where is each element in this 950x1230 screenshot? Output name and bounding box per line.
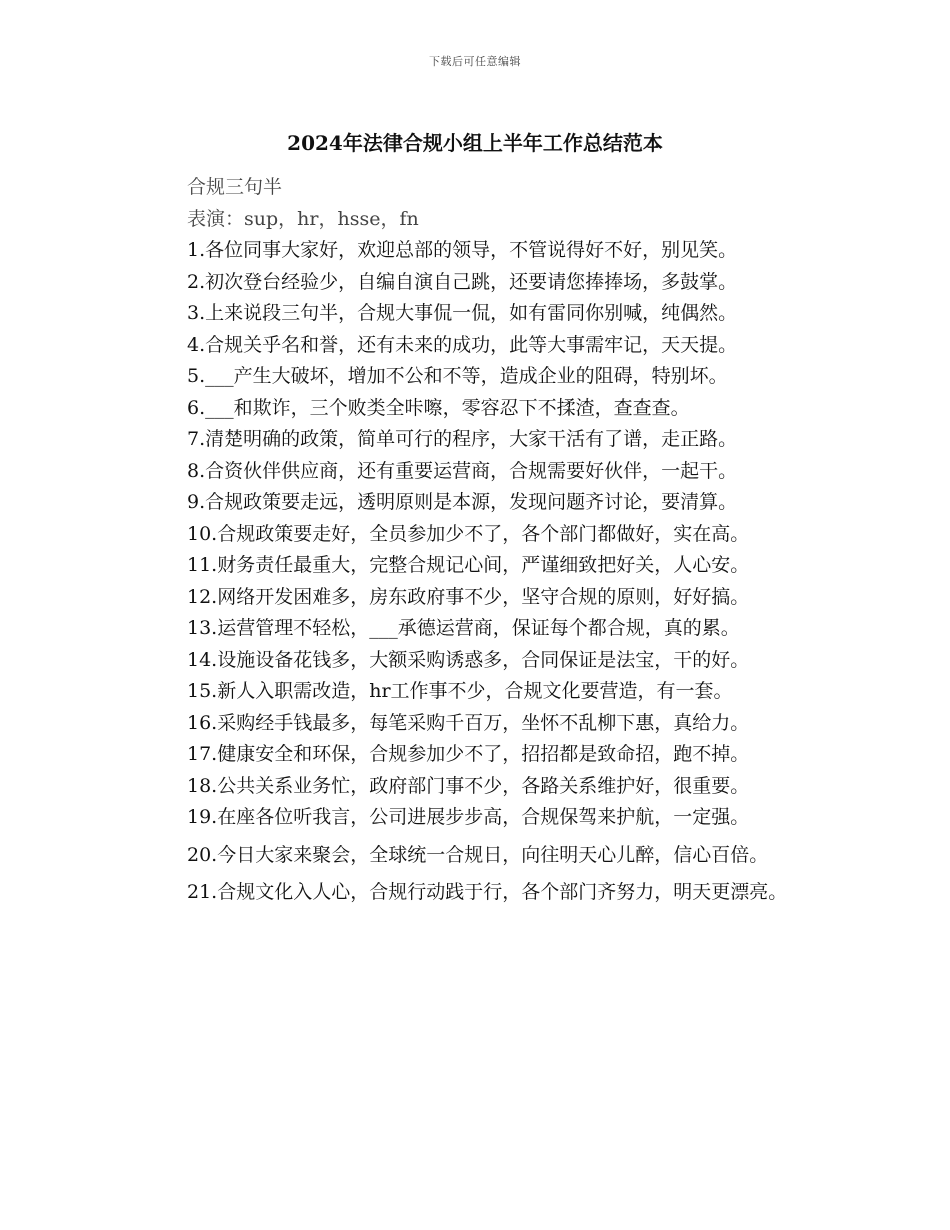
verse-line: 8.合资伙伴供应商，还有重要运营商，合规需要好伙伴，一起干。 — [187, 459, 738, 482]
verse-line: 10.合规政策要走好，全员参加少不了，各个部门都做好，实在高。 — [187, 522, 750, 545]
verse-line: 14.设施设备花钱多，大额采购诱惑多，合同保证是法宝，干的好。 — [187, 648, 750, 671]
verse-line: 4.合规关乎名和誉，还有未来的成功，此等大事需牢记，天天提。 — [187, 333, 738, 356]
document-body — [141, 172, 831, 909]
verse-paragraph-20: 20.今日大家来聚会，全球统一合规日，向往明天心儿醉，信心百倍。 — [187, 843, 769, 866]
verse-line: 17.健康安全和环保，合规参加少不了，招招都是致命招，跑不掉。 — [187, 743, 750, 765]
verse-line: 3.上来说段三句半，合规大事侃一侃，如有雷同你别喊，纯偶然。 — [187, 302, 738, 324]
subtitle: 合规三句半 — [187, 176, 283, 198]
performers-line: 表演：sup，hr，hsse，fn — [187, 207, 419, 230]
verse-line: 13.运营管理不轻松，___承德运营商，保证每个都合规，真的累。 — [187, 617, 740, 639]
verse-line: 9.合规政策要走远，透明原则是本源，发现问题齐讨论，要清算。 — [187, 491, 738, 513]
verse-line: 15.新人入职需改造，hr工作事不少，合规文化要营造，有一套。 — [187, 680, 733, 702]
verse-line: 6.___和欺诈，三个败类全咔嚓，零容忍下不揉渣，查查查。 — [187, 396, 690, 419]
verse-line: 11.财务责任最重大，完整合规记心间，严谨细致把好关，人心安。 — [187, 554, 750, 576]
verse-line: 5.___产生大破坏，增加不公和不等，造成企业的阻碍，特别坏。 — [187, 365, 728, 387]
verse-line: 16.采购经手钱最多，每笔采购千百万，坐怀不乱柳下惠，真给力。 — [187, 711, 750, 734]
verse-line: 7.清楚明确的政策，简单可行的程序，大家干活有了谱，走正路。 — [187, 428, 738, 450]
verse-paragraph-21: 21.合规文化入人心，合规行动践于行，各个部门齐努力，明天更漂亮。 — [187, 881, 788, 903]
page-header-note: 下载后可任意编辑 — [429, 55, 521, 68]
verse-line: 19.在座各位听我言，公司进展步步高，合规保驾来护航，一定强。 — [187, 806, 750, 828]
verse-line: 12.网络开发困难多，房东政府事不少，坚守合规的原则，好好搞。 — [187, 585, 750, 608]
verse-line: 1.各位同事大家好，欢迎总部的领导，不管说得好不好，别见笑。 — [187, 239, 738, 261]
verse-line: 18.公共关系业务忙，政府部门事不少，各路关系维护好，很重要。 — [187, 774, 750, 797]
document-title: 2024年法律合规小组上半年工作总结范本 — [287, 131, 663, 155]
verse-line: 2.初次登台经验少，自编自演自己跳，还要请您捧捧场，多鼓掌。 — [187, 270, 738, 293]
